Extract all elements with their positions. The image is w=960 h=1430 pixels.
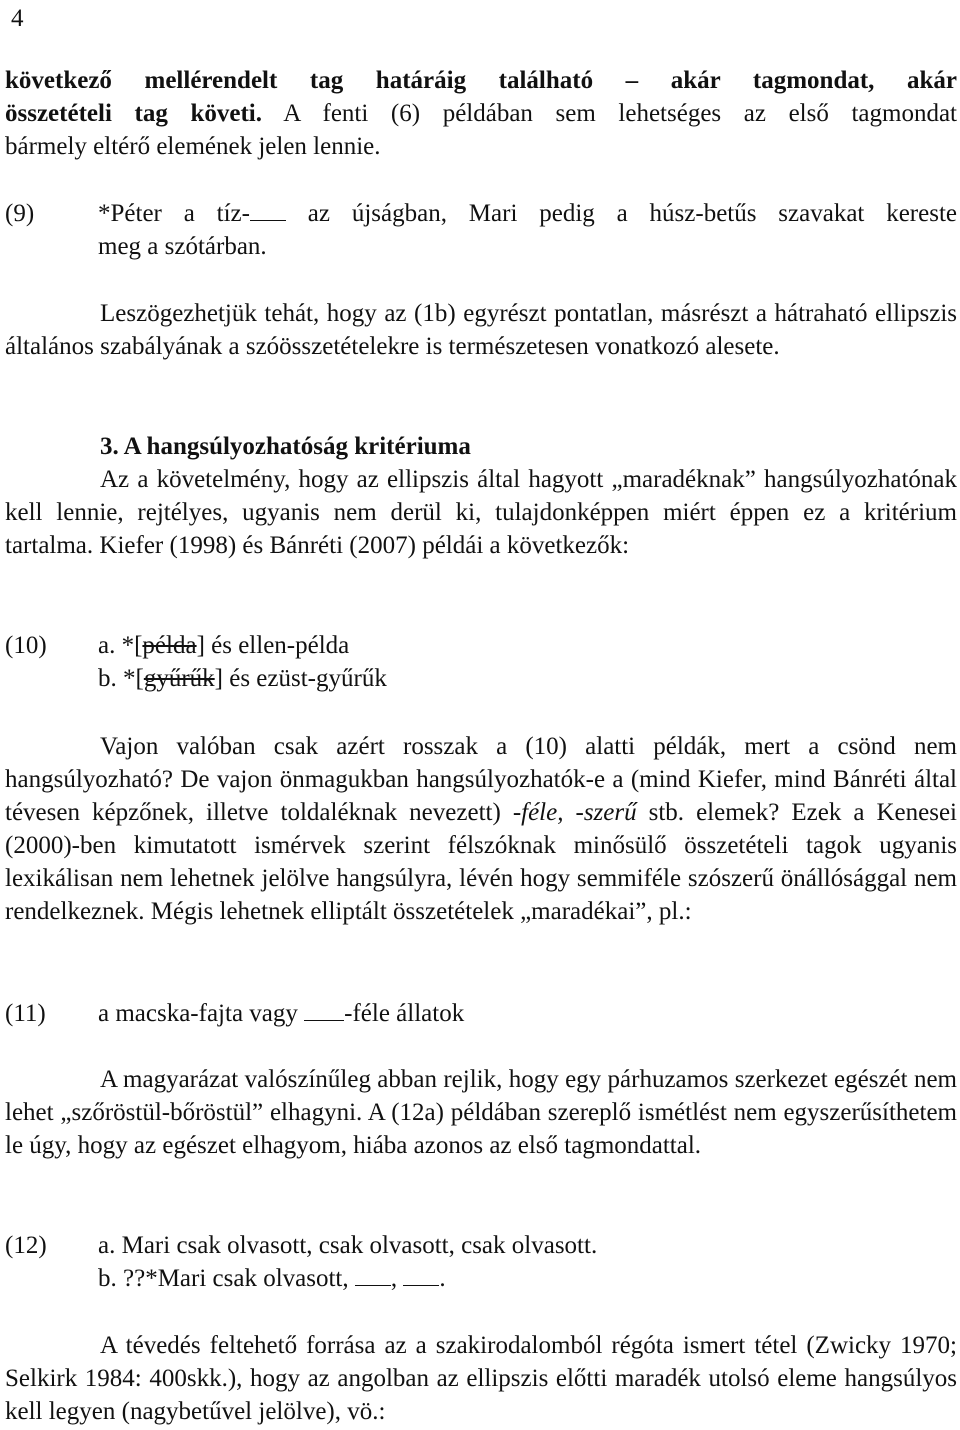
example-11-text: a macska-fajta vagy -féle állatok <box>98 1000 465 1027</box>
paragraph-1-line-2: összetételi tag követi. A fenti (6) példában sem lehetséges az első tagmondat <box>5 100 957 127</box>
ellipsis-gap <box>250 198 286 221</box>
section-3 <box>5 430 957 562</box>
example-9-text: *Péter a tíz- az újságban, Mari pedig a húsz-betűs szavakat kereste meg a szótárban. <box>98 200 957 260</box>
ellipsis-gap <box>304 998 344 1021</box>
paragraph-1-line-3: bármely eltérő elemének jelen lennie. <box>5 133 381 160</box>
example-number: (11) <box>5 1000 46 1027</box>
paragraph-4: A magyarázat valószínűleg abban rejlik, hogy egy párhuzamos szerkezet egészét nem lehet „szőröstül-bőröstül” elhagyni. A (12a) példában szereplő ismétlést nem egyszerűsíthetem le úgy, hogy az egészet elhagyom, hiába azonos az első tagmondattal. <box>5 1066 957 1159</box>
section-heading: 3. A hangsúlyozhatóság kritériuma <box>100 433 471 460</box>
example-number: (12) <box>5 1232 47 1259</box>
page-number: 4 <box>11 5 24 32</box>
paragraph-1 <box>5 64 957 163</box>
paragraph-5: A tévedés feltehető forrása az a szakirodalomból régóta ismert tétel (Zwicky 1970; Selkirk 1984: 400skk.), hogy az angolban az ellipszis előtti maradék utolsó eleme hangsúlyos kell legyen (nagybetűvel jelölve), vö.: <box>5 1332 957 1425</box>
example-number: (9) <box>5 200 35 227</box>
example-10-text: a. *[példa] és ellen-példa b. *[gyűrűk] és ezüst-gyűrűk <box>98 632 387 692</box>
ellipsis-gap <box>403 1263 439 1286</box>
paragraph-1-line-1: következő mellérendelt tag határáig található – akár tagmondat, akár <box>5 67 957 94</box>
paragraph-2: Leszögezhetjük tehát, hogy az (1b) egyrészt pontatlan, másrészt a hátraható ellipszis általános szabályának a szóösszetételekre is természetesen vonatkozó alesete. <box>5 300 957 360</box>
example-number: (10) <box>5 632 47 659</box>
ellipsis-gap <box>355 1263 391 1286</box>
paragraph-3: Vajon valóban csak azért rosszak a (10) alatti példák, mert a csönd nem hangsúlyozható? De vajon önmagukban hangsúlyozhatók-e a (mind Kiefer, mind Bánréti által tévesen képzőnek, illetve toldaléknak nevezett) -féle, -szerű stb. elemek? Ezek a Kenesei (2000)-ben kimutatott ismérvek szerint félszóknak minősülő összetételi tagok ugyanis lexikálisan nem lehetnek jelölve hangsúlyra, lévén hogy semmiféle szószerű önállósággal nem rendelkeznek. Mégis lehetnek elliptált összetételek „maradékai”, pl.: <box>5 733 957 925</box>
section-3-paragraph: Az a követelmény, hogy az ellipszis által hagyott „maradéknak” hangsúlyozhatónak kell lennie, rejtélyes, ugyanis nem derül ki, tulajdonképpen miért éppen ez a kritérium tartalma. Kiefer (1998) és Bánréti (2007) példái a következők: <box>5 466 957 559</box>
example-12-text: a. Mari csak olvasott, csak olvasott, csak olvasott. b. ??*Mari csak olvasott, , . <box>98 1232 598 1292</box>
